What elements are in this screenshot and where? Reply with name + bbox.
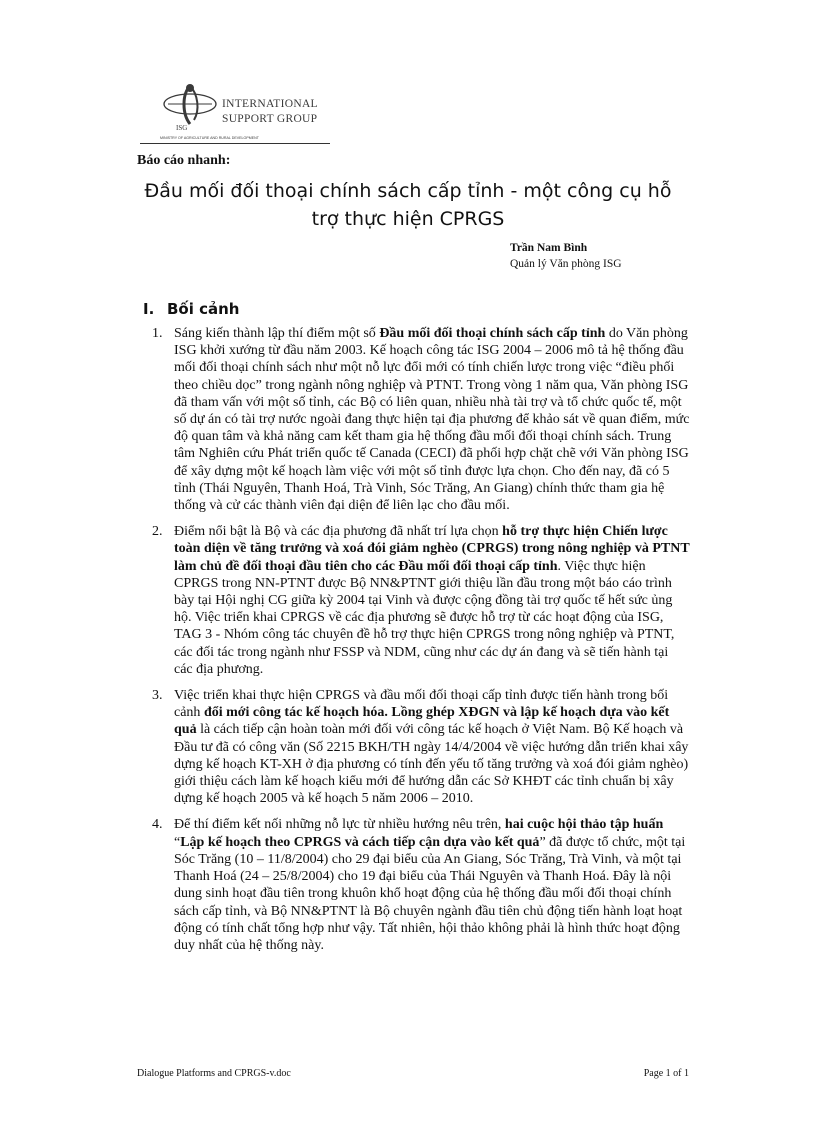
section-heading — [143, 300, 239, 318]
list-item — [150, 816, 690, 954]
list-item-text — [174, 326, 689, 513]
author-role: Quản lý Văn phòng ISG — [510, 258, 622, 270]
paragraph-text: do Văn phòng ISG khởi xướng từ đầu năm 2003. Kế hoạch công tác ISG 2004 – 2006 mô tả hệ thống đầu mối đối thoại chính sách như một nỗ lực đổi mới có tính chiến lược trong việc “điều phối theo chiều dọc” trong ngành nông nghiệp và PTNT. Trong vòng 1 năm qua, Văn phòng ISG đã tham vấn với một số tỉnh, các Bộ có liên quan, nhiều nhà tài trợ và tổ chức quốc tế, một số dự án có tài trợ nước ngoài đang thực hiện tại địa phương để khảo sát về quan điểm, mức độ quan tâm và khả năng cam kết tham gia hệ thống đầu mối đối thoại chính sách. Trung tâm Nghiên cứu Phát triển quốc tế Canada (CECI) đã phối hợp chặt chẽ với Văn phòng ISG để xây dựng một kế hoạch làm việc với một số tỉnh được lựa chọn. Cho đến nay, đã có 5 tỉnh (Thái Nguyên, Thanh Hoá, Trà Vinh, Sóc Trăng, An Giang) chính thức tham gia hệ thống và cử các thành viên đại diện để liên lạc cho đầu mối. — [174, 326, 690, 514]
list-item — [150, 325, 690, 514]
list-item-text — [174, 688, 688, 806]
logo-mark: ISG — [176, 124, 188, 132]
author-block — [510, 240, 622, 272]
logo-divider — [140, 143, 330, 144]
paragraph-text: là cách tiếp cận hoàn toàn mới đối với công tác kế hoạch ở Việt Nam. Bộ Kế hoạch và Đầu tư đã có công văn (Số 2215 BKH/TH ngày 14/4/2004 về việc hướng dẫn triển khai xây dựng kế hoạch KT-XH ở địa phương có tính đến yếu tố tăng trưởng và xoá đói giảm nghèo) giới thiệu cách làm kế hoạch kiểu mới để hướng dẫn các Sở KHĐT các tỉnh chuẩn bị xây dựng kế hoạch 2005 và kế hoạch 5 năm 2006 – 2010. — [174, 722, 689, 807]
paragraph-text: . Việc thực hiện CPRGS trong NN-PTNT được Bộ NN&PTNT giới thiệu lần đầu trong một báo cáo trình bày tại Hội nghị CG giữa kỳ 2004 tại Vinh và được cộng đồng tài trợ quốc tế hết sức ủng hộ. Việc triển khai CPRGS về các địa phương sẽ được hỗ trợ từ các hoạt động của ISG, TAG 3 - Nhóm công tác chuyên đề hỗ trợ thực hiện CPRGS trong nông nghiệp và PTNT, các đối tác trong ngành như FSSP và NDM, cũng như các dự án đang và sẽ tiến hành tại các địa phương. — [174, 558, 675, 677]
emphasis-text: Lập kế hoạch theo CPRGS và cách tiếp cận dựa vào kết quả — [180, 834, 540, 850]
list-item-number: 2. — [152, 524, 163, 540]
isg-logo — [160, 80, 330, 142]
paragraph-text: Để thí điểm kết nối những nỗ lực từ nhiều hướng nêu trên, — [174, 817, 505, 833]
list-item-number: 4. — [152, 817, 163, 833]
paragraph-text: “ — [174, 834, 181, 850]
emphasis-text: hai cuộc hội thảo tập huấn — [504, 817, 664, 833]
list-item — [150, 687, 690, 807]
emphasis-text: hỗ trợ thực hiện Chiến lược toàn diện về tăng trưởng và xoá đói giảm nghèo (CPRGS) trong nông nghiệp và PTNT làm chủ đề đối thoại đầu tiên cho các Đầu mối đối thoại cấp tỉnh — [174, 524, 690, 574]
document-type-label: Báo cáo nhanh: — [137, 153, 231, 168]
section-number: I. — [143, 300, 155, 318]
numbered-list — [150, 325, 690, 963]
isg-emblem-icon — [164, 84, 216, 124]
footer-filename: Dialogue Platforms and CPRGS-v.doc — [137, 1068, 291, 1079]
author-name: Trần Nam Bình — [510, 242, 588, 254]
section-title: Bối cảnh — [167, 300, 240, 318]
list-item-text — [174, 817, 685, 952]
logo-tagline: MINISTRY OF AGRICULTURE AND RURAL DEVELOPMENT — [160, 136, 259, 140]
list-item — [150, 523, 690, 678]
emphasis-text: Đầu mối đối thoại chính sách cấp tỉnh — [379, 326, 606, 341]
list-item-text — [174, 524, 689, 677]
document-title: Đầu mối đối thoại chính sách cấp tỉnh - một công cụ hỗ trợ thực hiện CPRGS — [144, 180, 672, 230]
paragraph-text: Sáng kiến thành lập thí điểm một số — [174, 326, 380, 341]
paragraph-text: Việc triển khai thực hiện CPRGS và đầu mối đối thoại cấp tỉnh được tiến hành trong bối cảnh — [174, 688, 669, 721]
paragraph-text: Điểm nổi bật là Bộ và các địa phương đã nhất trí lựa chọn — [174, 524, 503, 540]
paragraph-text: ” đã được tổ chức, một tại Sóc Trăng (10 – 11/8/2004) cho 29 đại biểu của An Giang, Sóc Trăng, Trà Vinh, và một tại Thanh Hoá (24 – 25/8/2004) cho 19 đại biểu của Thái Nguyên và Thanh Hoá. Đây là nội dung sinh hoạt đầu tiên trong khuôn khổ hoạt động của hệ thống đầu mối đối thoại chính sách cấp tỉnh, và Bộ NN&PTNT là Bộ chuyên ngành đầu tiên chủ động tiến hành loạt hoạt động có tính chất tổng hợp như vậy. Tất nhiên, hội thảo không phải là hình thức hoạt động duy nhất của hệ thống này. — [174, 834, 686, 953]
footer-page-number: Page 1 of 1 — [643, 1068, 689, 1079]
list-item-number: 3. — [152, 688, 163, 704]
logo-line1: INTERNATIONAL — [222, 98, 318, 110]
emphasis-text: đổi mới công tác kế hoạch hóa. Lồng ghép XĐGN và lập kế hoạch dựa vào kết quả — [174, 705, 670, 738]
list-item-number: 1. — [152, 326, 163, 341]
logo-line2: SUPPORT GROUP — [222, 113, 318, 125]
